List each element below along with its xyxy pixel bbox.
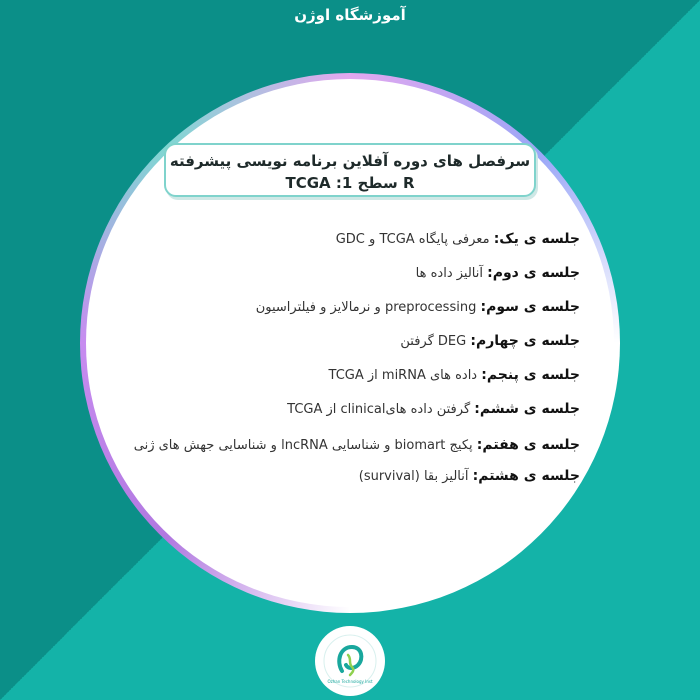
- session-label: جلسه ی چهارم:: [470, 333, 580, 349]
- session-item: [100, 228, 580, 251]
- session-item: [100, 364, 580, 387]
- session-item: [100, 432, 580, 459]
- session-item: [100, 398, 580, 421]
- course-title-line2: R سطح 1: TCGA: [285, 174, 415, 192]
- session-text: preprocessing و نرمالایز و فیلتراسیون: [255, 300, 481, 315]
- session-text: آنالیز بقا (survival): [358, 469, 473, 484]
- course-title-box: [164, 143, 536, 197]
- session-text: آنالیز داده ها: [415, 266, 488, 281]
- owzhan-logo-icon: [315, 626, 385, 696]
- session-text: گرفتن داده هایclinical از TCGA: [287, 402, 475, 417]
- logo-mark: [322, 633, 378, 689]
- session-label: جلسه ی پنجم:: [481, 367, 580, 383]
- logo-caption: Ozhan Technology Inst: [327, 679, 373, 684]
- session-text: پکیج biomart و شناسایی lncRNA و شناسایی جهش های ژنی: [133, 438, 477, 453]
- session-item: [100, 296, 580, 319]
- session-label: جلسه ی سوم:: [480, 299, 580, 315]
- course-title-line1: سرفصل های دوره آفلاین برنامه نویسی پیشرفته: [169, 152, 531, 170]
- session-text: DEG گرفتن: [400, 334, 471, 349]
- session-item: [100, 330, 580, 353]
- session-item: [100, 262, 580, 285]
- session-label: جلسه ی دوم:: [487, 265, 580, 281]
- brand-name: آموزشگاه اوژن: [294, 6, 406, 24]
- session-label: جلسه ی هشتم:: [472, 468, 580, 484]
- session-label: جلسه ی هفتم:: [476, 437, 580, 453]
- session-text: داده های miRNA از TCGA: [328, 368, 482, 383]
- session-label: جلسه ی ششم:: [474, 401, 580, 417]
- session-label: جلسه ی یک:: [493, 231, 580, 247]
- session-text: معرفی پایگاه TCGA و GDC: [335, 232, 494, 247]
- session-list: [100, 228, 580, 499]
- session-item: [100, 465, 580, 488]
